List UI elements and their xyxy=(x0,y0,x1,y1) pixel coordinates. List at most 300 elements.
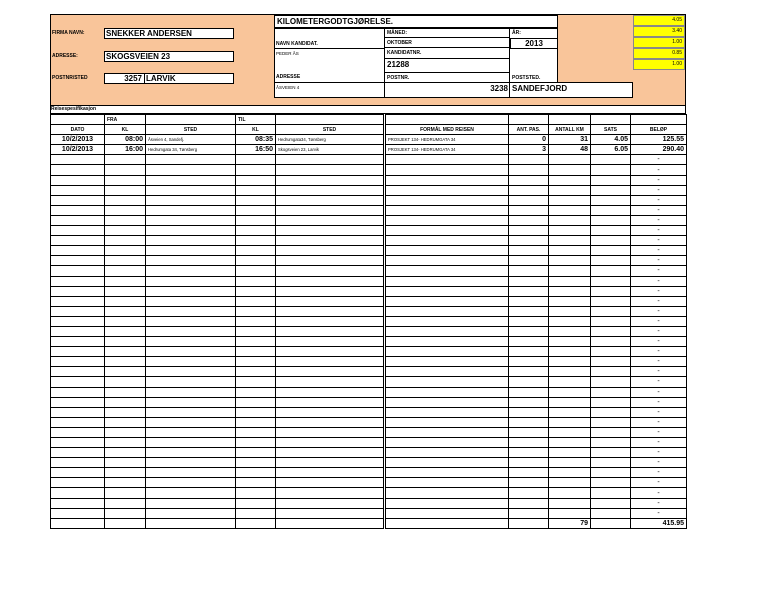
sted-til-cell[interactable] xyxy=(276,488,385,498)
sats-cell[interactable] xyxy=(591,438,631,448)
dato-cell[interactable]: 10/2/2013 xyxy=(51,135,105,145)
ant-pas-cell[interactable] xyxy=(509,185,549,195)
belop-cell[interactable]: - xyxy=(631,387,687,397)
sted-field[interactable]: LARVIK xyxy=(144,73,234,84)
formal-cell[interactable] xyxy=(385,458,509,468)
sats-cell[interactable] xyxy=(591,458,631,468)
sted-til-cell[interactable] xyxy=(276,377,385,387)
kl-til-cell[interactable] xyxy=(236,195,276,205)
rate-cell[interactable]: 1.00 xyxy=(633,37,685,48)
antall-km-cell[interactable] xyxy=(549,337,591,347)
sted-fra-cell[interactable] xyxy=(146,155,236,165)
sats-cell[interactable] xyxy=(591,417,631,427)
dato-cell[interactable] xyxy=(51,256,105,266)
sats-cell[interactable] xyxy=(591,306,631,316)
sats-cell[interactable] xyxy=(591,155,631,165)
ant-pas-cell[interactable] xyxy=(509,357,549,367)
belop-cell[interactable]: - xyxy=(631,205,687,215)
sats-cell[interactable] xyxy=(591,236,631,246)
sats-cell[interactable] xyxy=(591,508,631,518)
kl-fra-cell[interactable] xyxy=(105,377,146,387)
antall-km-cell[interactable] xyxy=(549,387,591,397)
dato-cell[interactable] xyxy=(51,478,105,488)
sted-til-cell[interactable] xyxy=(276,215,385,225)
kand-postnr-field[interactable]: 3238 xyxy=(490,84,508,93)
ant-pas-cell[interactable] xyxy=(509,367,549,377)
kl-til-cell[interactable] xyxy=(236,306,276,316)
dato-cell[interactable] xyxy=(51,347,105,357)
dato-cell[interactable] xyxy=(51,498,105,508)
sted-til-cell[interactable]: Hedrumgata34, Tønsberg xyxy=(276,135,385,145)
dato-cell[interactable] xyxy=(51,337,105,347)
sted-til-cell[interactable] xyxy=(276,326,385,336)
belop-cell[interactable]: - xyxy=(631,498,687,508)
sted-til-cell[interactable] xyxy=(276,296,385,306)
sted-fra-cell[interactable] xyxy=(146,377,236,387)
antall-km-cell[interactable] xyxy=(549,236,591,246)
kl-til-cell[interactable] xyxy=(236,448,276,458)
sted-fra-cell[interactable] xyxy=(146,226,236,236)
kl-til-cell[interactable] xyxy=(236,316,276,326)
navn-kandidat-field[interactable]: PEDER ÅS xyxy=(276,51,299,56)
ant-pas-cell[interactable] xyxy=(509,397,549,407)
formal-cell[interactable] xyxy=(385,488,509,498)
formal-cell[interactable] xyxy=(385,387,509,397)
rate-cell[interactable]: 3.40 xyxy=(633,26,685,37)
sted-fra-cell[interactable] xyxy=(146,256,236,266)
ant-pas-cell[interactable] xyxy=(509,175,549,185)
antall-km-cell[interactable] xyxy=(549,357,591,367)
kl-fra-cell[interactable] xyxy=(105,508,146,518)
kl-til-cell[interactable] xyxy=(236,246,276,256)
belop-cell[interactable]: - xyxy=(631,236,687,246)
formal-cell[interactable] xyxy=(385,397,509,407)
antall-km-cell[interactable] xyxy=(549,397,591,407)
kl-til-cell[interactable] xyxy=(236,226,276,236)
sted-til-cell[interactable] xyxy=(276,478,385,488)
sats-cell[interactable]: 4.05 xyxy=(591,135,631,145)
ant-pas-cell[interactable] xyxy=(509,377,549,387)
ant-pas-cell[interactable] xyxy=(509,458,549,468)
kl-fra-cell[interactable] xyxy=(105,165,146,175)
belop-cell[interactable]: - xyxy=(631,478,687,488)
antall-km-cell[interactable] xyxy=(549,246,591,256)
antall-km-cell[interactable] xyxy=(549,195,591,205)
ant-pas-cell[interactable] xyxy=(509,448,549,458)
kl-til-cell[interactable] xyxy=(236,458,276,468)
dato-cell[interactable] xyxy=(51,236,105,246)
kl-fra-cell[interactable] xyxy=(105,488,146,498)
antall-km-cell[interactable] xyxy=(549,427,591,437)
ant-pas-cell[interactable] xyxy=(509,417,549,427)
kl-fra-cell[interactable] xyxy=(105,347,146,357)
formal-cell[interactable] xyxy=(385,377,509,387)
formal-cell[interactable] xyxy=(385,347,509,357)
kl-fra-cell[interactable] xyxy=(105,387,146,397)
antall-km-cell[interactable] xyxy=(549,175,591,185)
ant-pas-cell[interactable] xyxy=(509,478,549,488)
formal-cell[interactable] xyxy=(385,205,509,215)
belop-cell[interactable]: - xyxy=(631,417,687,427)
formal-cell[interactable] xyxy=(385,498,509,508)
belop-cell[interactable]: - xyxy=(631,337,687,347)
ant-pas-cell[interactable] xyxy=(509,286,549,296)
sted-til-cell[interactable] xyxy=(276,417,385,427)
ant-pas-cell[interactable] xyxy=(509,266,549,276)
poststed-field[interactable]: SANDEFJORD xyxy=(509,82,633,98)
sted-til-cell[interactable] xyxy=(276,316,385,326)
dato-cell[interactable] xyxy=(51,458,105,468)
belop-cell[interactable]: - xyxy=(631,185,687,195)
kl-fra-cell[interactable] xyxy=(105,215,146,225)
formal-cell[interactable] xyxy=(385,316,509,326)
sats-cell[interactable] xyxy=(591,215,631,225)
formal-cell[interactable] xyxy=(385,276,509,286)
sted-fra-cell[interactable] xyxy=(146,326,236,336)
ant-pas-cell[interactable] xyxy=(509,195,549,205)
kl-til-cell[interactable] xyxy=(236,155,276,165)
sted-til-cell[interactable] xyxy=(276,226,385,236)
kl-fra-cell[interactable] xyxy=(105,427,146,437)
ant-pas-cell[interactable] xyxy=(509,296,549,306)
sted-til-cell[interactable] xyxy=(276,266,385,276)
kl-til-cell[interactable] xyxy=(236,508,276,518)
kl-fra-cell[interactable] xyxy=(105,397,146,407)
adresse-field[interactable]: SKOGSVEIEN 23 xyxy=(104,51,234,62)
kl-fra-cell[interactable] xyxy=(105,468,146,478)
ant-pas-cell[interactable] xyxy=(509,316,549,326)
ant-pas-cell[interactable] xyxy=(509,215,549,225)
dato-cell[interactable] xyxy=(51,377,105,387)
ant-pas-cell[interactable] xyxy=(509,337,549,347)
kl-fra-cell[interactable] xyxy=(105,326,146,336)
dato-cell[interactable] xyxy=(51,488,105,498)
kl-til-cell[interactable] xyxy=(236,205,276,215)
sats-cell[interactable] xyxy=(591,296,631,306)
kl-fra-cell[interactable] xyxy=(105,155,146,165)
sted-fra-cell[interactable] xyxy=(146,165,236,175)
dato-cell[interactable] xyxy=(51,226,105,236)
kl-fra-cell[interactable] xyxy=(105,296,146,306)
antall-km-cell[interactable] xyxy=(549,458,591,468)
belop-cell[interactable]: - xyxy=(631,195,687,205)
dato-cell[interactable] xyxy=(51,205,105,215)
belop-cell[interactable]: - xyxy=(631,266,687,276)
formal-cell[interactable] xyxy=(385,468,509,478)
sted-fra-cell[interactable] xyxy=(146,458,236,468)
sted-fra-cell[interactable] xyxy=(146,276,236,286)
sted-fra-cell[interactable] xyxy=(146,397,236,407)
dato-cell[interactable] xyxy=(51,306,105,316)
ar-field[interactable]: 2013 xyxy=(510,38,558,49)
ant-pas-cell[interactable] xyxy=(509,468,549,478)
dato-cell[interactable] xyxy=(51,246,105,256)
sted-fra-cell[interactable] xyxy=(146,185,236,195)
antall-km-cell[interactable] xyxy=(549,498,591,508)
kl-fra-cell[interactable] xyxy=(105,185,146,195)
antall-km-cell[interactable] xyxy=(549,448,591,458)
antall-km-cell[interactable] xyxy=(549,347,591,357)
formal-cell[interactable]: PROSJEKT 134- HEDRUMGATA 34 xyxy=(385,145,509,155)
sted-fra-cell[interactable] xyxy=(146,407,236,417)
sats-cell[interactable] xyxy=(591,185,631,195)
dato-cell[interactable] xyxy=(51,387,105,397)
formal-cell[interactable] xyxy=(385,226,509,236)
dato-cell[interactable] xyxy=(51,357,105,367)
kandidatnr-field[interactable]: 21288 xyxy=(387,60,410,69)
sted-til-cell[interactable] xyxy=(276,256,385,266)
antall-km-cell[interactable] xyxy=(549,226,591,236)
sats-cell[interactable] xyxy=(591,246,631,256)
antall-km-cell[interactable] xyxy=(549,165,591,175)
belop-cell[interactable]: 125.55 xyxy=(631,135,687,145)
sats-cell[interactable] xyxy=(591,498,631,508)
antall-km-cell[interactable] xyxy=(549,266,591,276)
sats-cell[interactable] xyxy=(591,286,631,296)
kl-til-cell[interactable] xyxy=(236,185,276,195)
formal-cell[interactable] xyxy=(385,256,509,266)
kl-til-cell[interactable] xyxy=(236,286,276,296)
sats-cell[interactable] xyxy=(591,326,631,336)
ant-pas-cell[interactable] xyxy=(509,438,549,448)
kl-fra-cell[interactable]: 16:00 xyxy=(105,145,146,155)
sats-cell[interactable] xyxy=(591,468,631,478)
sats-cell[interactable] xyxy=(591,427,631,437)
formal-cell[interactable] xyxy=(385,407,509,417)
rate-cell[interactable]: 1.00 xyxy=(633,59,685,70)
kl-til-cell[interactable] xyxy=(236,165,276,175)
belop-cell[interactable]: - xyxy=(631,286,687,296)
sted-fra-cell[interactable]: Åsveien 4, Sandefj. xyxy=(146,135,236,145)
kl-til-cell[interactable] xyxy=(236,357,276,367)
sted-fra-cell[interactable] xyxy=(146,195,236,205)
belop-cell[interactable]: - xyxy=(631,316,687,326)
kl-fra-cell[interactable] xyxy=(105,306,146,316)
sted-til-cell[interactable] xyxy=(276,357,385,367)
sted-til-cell[interactable] xyxy=(276,367,385,377)
belop-cell[interactable]: - xyxy=(631,175,687,185)
belop-cell[interactable]: 290.40 xyxy=(631,145,687,155)
sted-til-cell[interactable] xyxy=(276,347,385,357)
antall-km-cell[interactable]: 31 xyxy=(549,135,591,145)
sted-fra-cell[interactable] xyxy=(146,357,236,367)
sted-til-cell[interactable] xyxy=(276,286,385,296)
formal-cell[interactable] xyxy=(385,155,509,165)
sted-fra-cell[interactable] xyxy=(146,175,236,185)
dato-cell[interactable] xyxy=(51,448,105,458)
formal-cell[interactable] xyxy=(385,296,509,306)
belop-cell[interactable]: - xyxy=(631,347,687,357)
ant-pas-cell[interactable] xyxy=(509,276,549,286)
sats-cell[interactable] xyxy=(591,276,631,286)
sted-fra-cell[interactable] xyxy=(146,427,236,437)
kl-til-cell[interactable] xyxy=(236,377,276,387)
belop-cell[interactable]: - xyxy=(631,357,687,367)
sats-cell[interactable] xyxy=(591,377,631,387)
belop-cell[interactable]: - xyxy=(631,508,687,518)
ant-pas-cell[interactable] xyxy=(509,155,549,165)
sted-til-cell[interactable] xyxy=(276,458,385,468)
formal-cell[interactable] xyxy=(385,478,509,488)
kl-fra-cell[interactable] xyxy=(105,175,146,185)
kl-fra-cell[interactable] xyxy=(105,316,146,326)
sted-fra-cell[interactable] xyxy=(146,448,236,458)
sted-til-cell[interactable] xyxy=(276,306,385,316)
kl-til-cell[interactable] xyxy=(236,397,276,407)
kl-fra-cell[interactable] xyxy=(105,276,146,286)
rate-cell[interactable]: 0.85 xyxy=(633,48,685,59)
formal-cell[interactable] xyxy=(385,246,509,256)
dato-cell[interactable] xyxy=(51,185,105,195)
firma-field[interactable]: SNEKKER ANDERSEN xyxy=(104,28,234,39)
kl-fra-cell[interactable] xyxy=(105,478,146,488)
sats-cell[interactable] xyxy=(591,165,631,175)
sted-til-cell[interactable]: Skogsveien 23, Larvik xyxy=(276,145,385,155)
antall-km-cell[interactable] xyxy=(549,155,591,165)
sted-til-cell[interactable] xyxy=(276,498,385,508)
sted-fra-cell[interactable] xyxy=(146,236,236,246)
kl-til-cell[interactable] xyxy=(236,438,276,448)
sted-fra-cell[interactable] xyxy=(146,215,236,225)
sats-cell[interactable] xyxy=(591,195,631,205)
antall-km-cell[interactable] xyxy=(549,377,591,387)
antall-km-cell[interactable] xyxy=(549,296,591,306)
dato-cell[interactable] xyxy=(51,427,105,437)
dato-cell[interactable] xyxy=(51,276,105,286)
kl-til-cell[interactable] xyxy=(236,276,276,286)
sted-til-cell[interactable] xyxy=(276,407,385,417)
sats-cell[interactable] xyxy=(591,367,631,377)
belop-cell[interactable]: - xyxy=(631,367,687,377)
sted-fra-cell[interactable] xyxy=(146,468,236,478)
antall-km-cell[interactable] xyxy=(549,478,591,488)
formal-cell[interactable] xyxy=(385,438,509,448)
sted-fra-cell[interactable] xyxy=(146,508,236,518)
ant-pas-cell[interactable] xyxy=(509,407,549,417)
sted-til-cell[interactable] xyxy=(276,175,385,185)
formal-cell[interactable] xyxy=(385,165,509,175)
belop-cell[interactable]: - xyxy=(631,427,687,437)
antall-km-cell[interactable] xyxy=(549,468,591,478)
dato-cell[interactable] xyxy=(51,407,105,417)
formal-cell[interactable] xyxy=(385,367,509,377)
dato-cell[interactable] xyxy=(51,367,105,377)
sats-cell[interactable] xyxy=(591,407,631,417)
ant-pas-cell[interactable] xyxy=(509,165,549,175)
sats-cell[interactable] xyxy=(591,347,631,357)
sted-fra-cell[interactable] xyxy=(146,316,236,326)
sted-fra-cell[interactable] xyxy=(146,286,236,296)
ant-pas-cell[interactable] xyxy=(509,236,549,246)
sted-fra-cell[interactable] xyxy=(146,387,236,397)
ant-pas-cell[interactable] xyxy=(509,226,549,236)
belop-cell[interactable]: - xyxy=(631,215,687,225)
dato-cell[interactable] xyxy=(51,468,105,478)
kl-til-cell[interactable] xyxy=(236,256,276,266)
kl-til-cell[interactable] xyxy=(236,498,276,508)
kl-til-cell[interactable] xyxy=(236,367,276,377)
formal-cell[interactable] xyxy=(385,175,509,185)
sats-cell[interactable] xyxy=(591,357,631,367)
kl-til-cell[interactable] xyxy=(236,337,276,347)
sted-til-cell[interactable] xyxy=(276,236,385,246)
sted-fra-cell[interactable] xyxy=(146,205,236,215)
dato-cell[interactable] xyxy=(51,417,105,427)
dato-cell[interactable] xyxy=(51,316,105,326)
antall-km-cell[interactable] xyxy=(549,316,591,326)
kl-til-cell[interactable] xyxy=(236,407,276,417)
kl-fra-cell[interactable] xyxy=(105,337,146,347)
ant-pas-cell[interactable] xyxy=(509,488,549,498)
ant-pas-cell[interactable]: 0 xyxy=(509,135,549,145)
formal-cell[interactable] xyxy=(385,286,509,296)
formal-cell[interactable] xyxy=(385,448,509,458)
sats-cell[interactable] xyxy=(591,448,631,458)
dato-cell[interactable] xyxy=(51,438,105,448)
dato-cell[interactable] xyxy=(51,165,105,175)
belop-cell[interactable]: - xyxy=(631,165,687,175)
maned-field[interactable]: OKTOBER xyxy=(387,40,412,46)
kl-fra-cell[interactable] xyxy=(105,286,146,296)
formal-cell[interactable] xyxy=(385,306,509,316)
sted-fra-cell[interactable] xyxy=(146,296,236,306)
formal-cell[interactable] xyxy=(385,215,509,225)
sats-cell[interactable] xyxy=(591,488,631,498)
rate-cell[interactable]: 4.05 xyxy=(633,15,685,26)
sted-fra-cell[interactable] xyxy=(146,246,236,256)
belop-cell[interactable]: - xyxy=(631,276,687,286)
belop-cell[interactable]: - xyxy=(631,438,687,448)
antall-km-cell[interactable] xyxy=(549,306,591,316)
dato-cell[interactable] xyxy=(51,508,105,518)
sted-til-cell[interactable] xyxy=(276,246,385,256)
sats-cell[interactable] xyxy=(591,337,631,347)
ant-pas-cell[interactable] xyxy=(509,205,549,215)
kand-adresse-field[interactable]: ÅSVEIEN 4 xyxy=(276,85,300,90)
kl-til-cell[interactable] xyxy=(236,296,276,306)
antall-km-cell[interactable] xyxy=(549,417,591,427)
ant-pas-cell[interactable] xyxy=(509,508,549,518)
kl-til-cell[interactable] xyxy=(236,215,276,225)
dato-cell[interactable]: 10/2/2013 xyxy=(51,145,105,155)
dato-cell[interactable] xyxy=(51,326,105,336)
formal-cell[interactable] xyxy=(385,357,509,367)
sats-cell[interactable] xyxy=(591,478,631,488)
formal-cell[interactable]: PROSJEKT 134- HEDRUMGATA 34 xyxy=(385,135,509,145)
antall-km-cell[interactable] xyxy=(549,367,591,377)
sted-til-cell[interactable] xyxy=(276,195,385,205)
belop-cell[interactable]: - xyxy=(631,397,687,407)
belop-cell[interactable]: - xyxy=(631,377,687,387)
kl-fra-cell[interactable] xyxy=(105,498,146,508)
formal-cell[interactable] xyxy=(385,195,509,205)
kl-til-cell[interactable] xyxy=(236,326,276,336)
kl-fra-cell[interactable] xyxy=(105,458,146,468)
sats-cell[interactable] xyxy=(591,256,631,266)
belop-cell[interactable]: - xyxy=(631,407,687,417)
kl-til-cell[interactable] xyxy=(236,387,276,397)
sted-fra-cell[interactable]: Hedrumgata 34, Tønsberg xyxy=(146,145,236,155)
kl-fra-cell[interactable] xyxy=(105,367,146,377)
sted-til-cell[interactable] xyxy=(276,508,385,518)
belop-cell[interactable]: - xyxy=(631,296,687,306)
belop-cell[interactable]: - xyxy=(631,246,687,256)
kl-fra-cell[interactable] xyxy=(105,256,146,266)
sted-til-cell[interactable] xyxy=(276,337,385,347)
ant-pas-cell[interactable] xyxy=(509,306,549,316)
kl-fra-cell[interactable] xyxy=(105,195,146,205)
kl-fra-cell[interactable] xyxy=(105,448,146,458)
